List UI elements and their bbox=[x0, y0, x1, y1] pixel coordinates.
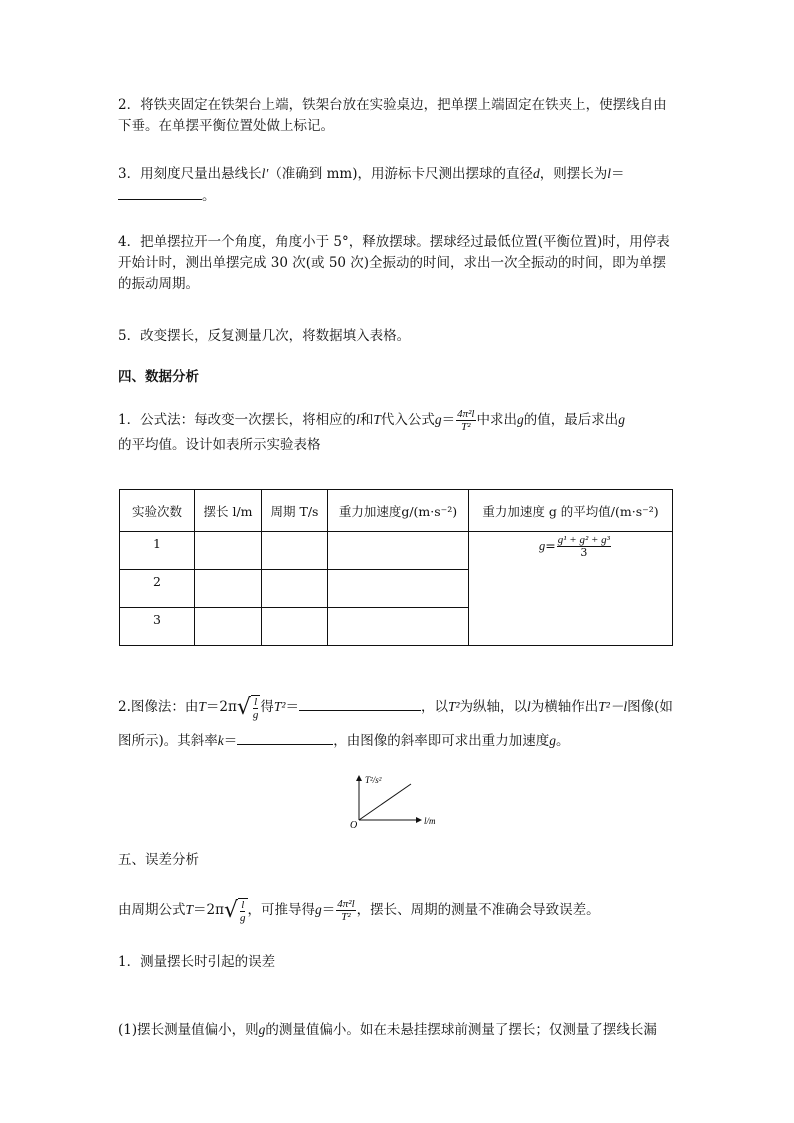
text-part: (1)摆长测量值偏小，则 bbox=[118, 1022, 259, 1038]
equals-sign: ＝ bbox=[223, 733, 238, 749]
var-l: l bbox=[527, 699, 531, 714]
table-header: 摆长 l/m bbox=[195, 490, 262, 532]
g-formula-fraction bbox=[456, 408, 475, 433]
table-cell-index: 2 bbox=[120, 570, 195, 608]
equals-sign: ＝ bbox=[441, 412, 456, 428]
var-g: g bbox=[517, 412, 524, 427]
x-axis-label: l/m bbox=[424, 816, 436, 826]
error-1-item-1 bbox=[118, 1019, 688, 1041]
step-3-text bbox=[118, 163, 678, 207]
period: 。 bbox=[556, 733, 570, 749]
period: 。 bbox=[202, 188, 216, 204]
fraction-denominator: g bbox=[252, 708, 259, 721]
table-cell bbox=[328, 608, 469, 646]
var-g: g bbox=[539, 539, 546, 553]
table-cell-index: 3 bbox=[120, 608, 195, 646]
table-cell bbox=[328, 532, 469, 570]
step3-part: （准确到 mm)，用游标卡尺测出摆球的直径 bbox=[268, 166, 533, 182]
section-5-heading: 五、误差分析 bbox=[118, 852, 199, 868]
error-1-heading: 1．测量摆长时引起的误差 bbox=[118, 954, 276, 970]
text-part: ，可推导得 bbox=[247, 902, 316, 918]
experiment-table bbox=[119, 489, 673, 646]
origin-label: O bbox=[350, 820, 358, 830]
step-2-text: 2．将铁夹固定在铁架台上端，铁架台放在实验桌边，把单摆上端固定在铁夹上，使摆线自由下垂。在单摆平衡位置处做上标记。 bbox=[118, 97, 667, 134]
var-g: g bbox=[434, 412, 442, 427]
average-fraction bbox=[557, 534, 611, 559]
table-header: 周期 T/s bbox=[262, 490, 328, 532]
var-l: l bbox=[607, 166, 611, 181]
table-cell bbox=[262, 608, 328, 646]
t2-l-graph bbox=[345, 768, 455, 830]
var-T: T bbox=[198, 699, 206, 714]
text-part: ，由图像的斜率即可求出重力加速度 bbox=[333, 733, 550, 749]
text-part: ，摆长、周期的测量不准确会导致误差。 bbox=[356, 902, 600, 918]
table-cell bbox=[262, 532, 328, 570]
table-cell bbox=[195, 608, 262, 646]
fraction-denominator: T² bbox=[341, 911, 351, 923]
text-part: 2.图像法：由 bbox=[118, 699, 199, 715]
text-part: 的值，最后求出 bbox=[523, 412, 619, 428]
equals-sign: ＝ bbox=[321, 902, 336, 918]
var-T-squared: T² bbox=[447, 699, 460, 714]
table-cell bbox=[195, 532, 262, 570]
g-formula-fraction bbox=[336, 898, 355, 923]
error-formula-text bbox=[118, 893, 678, 927]
table-row bbox=[120, 532, 673, 570]
step3-part: 3．用刻度尺量出悬线长 bbox=[118, 166, 262, 182]
text-part: 为纵轴，以 bbox=[459, 699, 528, 715]
text-part: 为横轴作出 bbox=[530, 699, 599, 715]
text-part: 代入公式 bbox=[380, 412, 435, 428]
fraction-denominator: T² bbox=[461, 421, 471, 433]
fraction-denominator: 3 bbox=[580, 546, 588, 559]
text-part: ，以 bbox=[420, 699, 448, 715]
table-cell bbox=[328, 570, 469, 608]
equals-sign: = bbox=[545, 538, 556, 553]
table-cell-index: 1 bbox=[120, 532, 195, 570]
text-part: ＝2π bbox=[205, 699, 237, 715]
var-g: g bbox=[549, 733, 557, 748]
var-T: T bbox=[373, 412, 381, 427]
var-g: g bbox=[258, 1022, 266, 1037]
text-part: 中求出 bbox=[476, 412, 517, 428]
var-g: g bbox=[618, 412, 625, 427]
text-part: 和 bbox=[359, 412, 374, 428]
table-header: 实验次数 bbox=[120, 490, 195, 532]
text-part: ＝2π bbox=[193, 902, 224, 918]
sqrt-l-over-g bbox=[237, 695, 261, 721]
text-part: 1．公式法：每改变一次摆长，将相应的 bbox=[118, 412, 357, 428]
var-T: T bbox=[185, 902, 194, 917]
table-cell-average bbox=[469, 532, 673, 646]
table-cell bbox=[262, 570, 328, 608]
table-header-row bbox=[120, 490, 673, 532]
answer-blank-k bbox=[237, 730, 333, 745]
var-d: d bbox=[532, 166, 540, 181]
fraction-numerator: 4π²l bbox=[457, 408, 475, 420]
var-l-prime: l′ bbox=[261, 166, 269, 181]
radical-sign: √ bbox=[223, 897, 239, 923]
graph-method-text bbox=[118, 690, 678, 758]
average-formula bbox=[469, 532, 672, 559]
var-g: g bbox=[315, 902, 322, 917]
radical-sign: √ bbox=[236, 694, 251, 720]
equals-sign: ＝ bbox=[285, 699, 299, 715]
table-header: 重力加速度 g 的平均值/(m·s⁻²) bbox=[469, 490, 673, 532]
var-T-squared: T² bbox=[273, 699, 286, 714]
y-axis-label: T²/s² bbox=[365, 775, 382, 785]
series-line bbox=[359, 784, 411, 820]
fraction-numerator: l bbox=[254, 695, 258, 708]
text-part: 的测量值偏小。如在未悬挂摆球前测量了摆长；仅测量了摆线长漏 bbox=[265, 1022, 657, 1038]
formula-method-text bbox=[118, 408, 678, 457]
equals-sign: ＝ bbox=[611, 166, 625, 182]
step-5-text: 5．改变摆长，反复测量几次，将数据填入表格。 bbox=[118, 328, 411, 344]
text-part: 图像(如图所示)。其斜率 bbox=[118, 699, 673, 749]
text-part: 得 bbox=[260, 699, 274, 715]
text-part: 的平均值。设计如表所示实验表格 bbox=[118, 437, 321, 453]
fraction-numerator: l bbox=[241, 898, 245, 911]
fraction-numerator: 4π²l bbox=[337, 898, 355, 910]
section-4-heading: 四、数据分析 bbox=[118, 369, 199, 385]
step-4-text: 4．把单摆拉开一个角度，角度小于 5°，释放摆球。摆球经过最低位置(平衡位置)时，用停表开始计时，测出单摆完成 30 次(或 50 次)全振动的时间，求出一次全振动的时间，即为单摆的振动周期。 bbox=[118, 234, 670, 292]
sqrt-l-over-g bbox=[224, 898, 248, 924]
text-part: 由周期公式 bbox=[118, 902, 186, 918]
fraction-denominator: g bbox=[240, 911, 246, 924]
step3-part: ，则摆长为 bbox=[539, 166, 608, 182]
var-l: l bbox=[356, 412, 360, 427]
var-k: k bbox=[217, 733, 224, 748]
fraction-numerator: g¹ + g² + g³ bbox=[557, 534, 610, 546]
answer-blank-l bbox=[118, 185, 202, 200]
answer-blank-T2 bbox=[299, 696, 421, 711]
var-T2-l: T²－l bbox=[598, 699, 628, 714]
table-header: 重力加速度g/(m·s⁻²) bbox=[328, 490, 469, 532]
table-cell bbox=[195, 570, 262, 608]
